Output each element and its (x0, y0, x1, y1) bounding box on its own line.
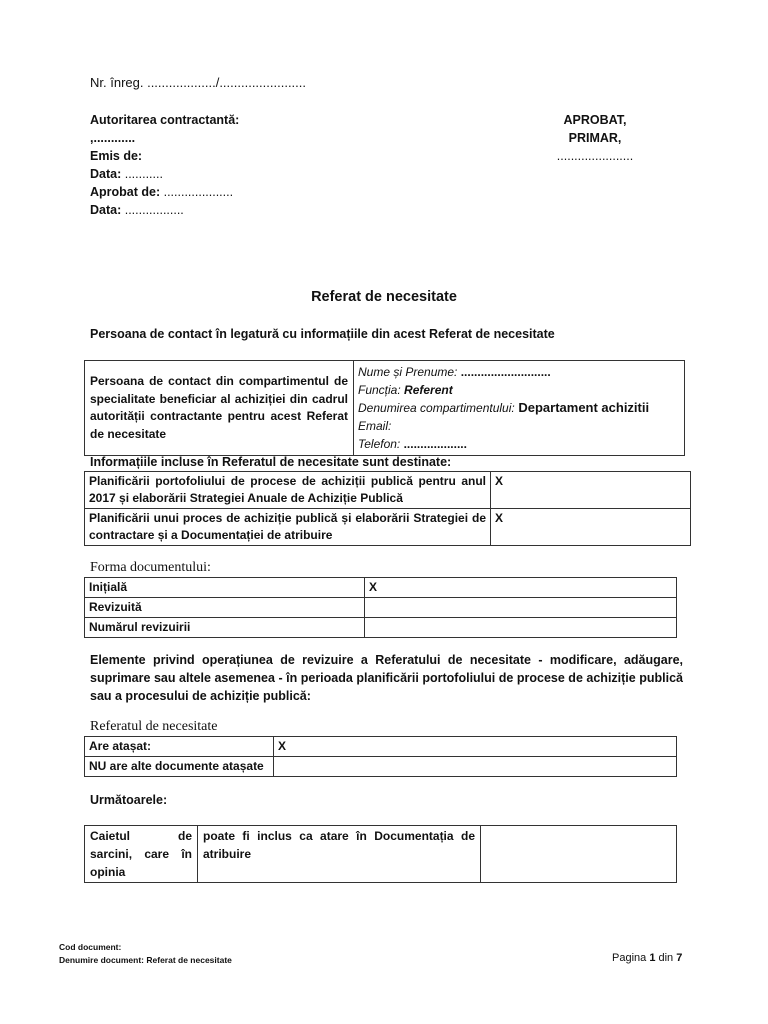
table-row (85, 826, 677, 883)
phone-label: Telefon: (358, 437, 401, 451)
function-value: Referent (400, 383, 453, 397)
table-row (85, 598, 677, 618)
mayor-label: PRIMAR, (568, 131, 622, 145)
referral-label: Are atașat: (85, 737, 274, 757)
form-value (365, 618, 677, 638)
document-code: Cod document: (59, 942, 122, 952)
date-value: ................. (121, 203, 184, 217)
date-value: ........... (121, 167, 163, 181)
department-value: Departament achizitii (514, 400, 650, 415)
document-name: Denumire document: Referat de necesitate (59, 955, 232, 965)
info-mark: X (491, 509, 691, 546)
specs-cell-1: Caietul de sarcini, care în opinia (85, 826, 198, 883)
table-row (85, 757, 677, 777)
table-row (85, 618, 677, 638)
approved-by-value: .................... (160, 185, 234, 199)
contact-left-text: Persoana de contact din compartimentul de specialitate beneficiar al achiziției din cadrul autorității contractante pentru acest Referat de necesitate (90, 374, 348, 441)
revision-paragraph: Elemente privind operațiunea de revizuire a Referatului de necesitate - modificare, adăugare, suprimare sau altele asemenea - în perioada planificării portofoliului de procese de achiziție publică sau a procesului de achiziție publică: (90, 653, 683, 703)
authority-value: ,............ (90, 131, 136, 145)
referral-heading: Referatul de necesitate (90, 719, 218, 734)
issued-by-label: Emis de: (90, 149, 143, 163)
contact-left-cell (85, 361, 354, 456)
name-value: ........................... (457, 365, 551, 379)
table-row (85, 509, 691, 546)
phone-value: ................... (400, 437, 467, 451)
mayor-signature-line: ...................... (556, 149, 634, 163)
info-table (84, 471, 691, 546)
registration-number: Nr. înreg. .................../........................ (90, 75, 306, 90)
table-row (85, 472, 691, 509)
contact-table (84, 360, 685, 456)
total-pages: 7 (676, 952, 683, 964)
date-label: Data: (90, 167, 122, 181)
function-label: Funcția: (358, 383, 401, 397)
page-title: Referat de necesitate (311, 289, 457, 305)
form-label: Inițială (85, 578, 365, 598)
date-line-1 (90, 165, 163, 183)
approved-stamp: APROBAT, (563, 113, 627, 127)
authority-label: Autoritarea contractantă: (90, 113, 240, 127)
form-value (365, 598, 677, 618)
contact-heading: Persoana de contact în legatură cu informațiile din acest Referat de necesitate (90, 327, 555, 341)
email-label: Email: (358, 419, 392, 433)
page-number (612, 952, 682, 964)
specifications-table (84, 825, 677, 883)
specs-cell-3 (481, 826, 677, 883)
info-heading: Informațiile incluse în Referatul de necesitate sunt destinate: (90, 455, 452, 469)
form-value: X (365, 578, 677, 598)
approved-by-line (90, 183, 233, 201)
contact-right-cell (354, 361, 685, 456)
page-of: din (655, 952, 677, 964)
page-prefix: Pagina (612, 952, 650, 964)
referral-label: NU are alte documente atașate (85, 757, 274, 777)
info-mark: X (491, 472, 691, 509)
referral-value (274, 757, 677, 777)
following-label: Următoarele: (90, 793, 168, 807)
form-label: Revizuită (85, 598, 365, 618)
form-label: Numărul revizuirii (85, 618, 365, 638)
date-label: Data: (90, 203, 122, 217)
info-cell: Planificării unui proces de achiziție publică și elaborării Strategiei de contractare și a Documentației de atribuire (85, 509, 491, 546)
referral-value: X (274, 737, 677, 757)
department-label: Denumirea compartimentului: (358, 401, 515, 415)
table-row (85, 737, 677, 757)
name-label: Nume și Prenume: (358, 365, 458, 379)
current-page: 1 (649, 952, 656, 964)
date-line-2 (90, 201, 184, 219)
form-table (84, 577, 677, 638)
table-row (85, 578, 677, 598)
referral-table (84, 736, 677, 777)
specs-cell-2: poate fi inclus ca atare în Documentația de atribuire (198, 826, 481, 883)
info-cell: Planificării portofoliului de procese de achiziții publică pentru anul 2017 și elaborării Strategiei Anuale de Achiziție Publică (85, 472, 491, 509)
form-heading: Forma documentului: (90, 560, 211, 575)
approved-by-label: Aprobat de: (90, 185, 161, 199)
